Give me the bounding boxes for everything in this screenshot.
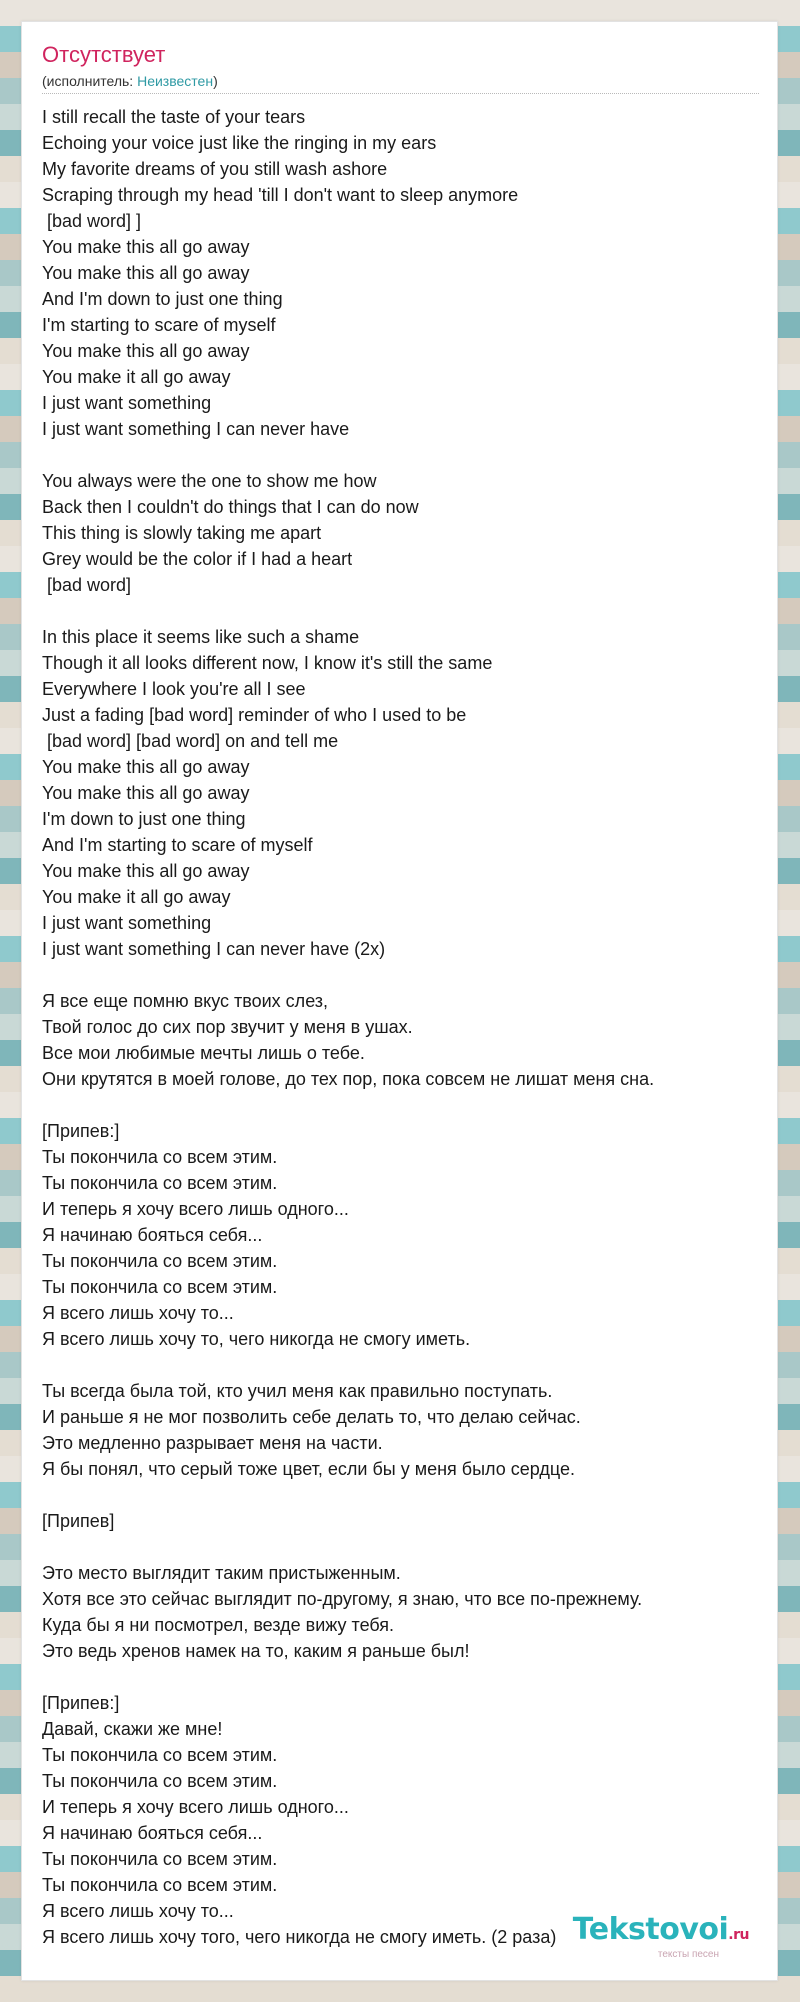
lyric-line: [Припев:] xyxy=(42,1121,120,1141)
logo-name: Tekstovoi xyxy=(572,1912,729,1947)
lyric-line: You make it all go away xyxy=(42,367,231,387)
lyric-line: You make this all go away xyxy=(42,861,250,881)
lyric-line: Я всего лишь хочу того, чего никогда не смогу иметь. (2 раза) xyxy=(42,1927,557,1947)
lyric-line: This thing is slowly taking me apart xyxy=(42,523,322,543)
lyric-line: I'm down to just one thing xyxy=(42,809,246,829)
lyric-line xyxy=(42,1352,762,1378)
lyric-line xyxy=(42,1534,762,1560)
lyric-line: Though it all looks different now, I know it's still the same xyxy=(42,653,493,673)
lyric-line: Ты покончила со всем этим. xyxy=(42,1147,278,1167)
song-title: Отсутствует xyxy=(42,42,166,67)
lyric-line: I still recall the taste of your tears xyxy=(42,107,306,127)
lyric-line: Ты покончила со всем этим. xyxy=(42,1875,278,1895)
lyric-line xyxy=(42,962,762,988)
artist-link[interactable]: Неизвестен xyxy=(137,73,214,89)
lyric-line: Back then I couldn't do things that I can do now xyxy=(42,497,419,517)
lyric-line: Everywhere I look you're all I see xyxy=(42,679,306,699)
lyric-line: Я всего лишь хочу то... xyxy=(42,1303,234,1323)
lyric-line: И теперь я хочу всего лишь одного... xyxy=(42,1199,349,1219)
lyric-line: Это ведь хренов намек на то, каким я раньше был! xyxy=(42,1641,470,1661)
lyric-line xyxy=(42,1482,762,1508)
lyric-line: [Припев:] xyxy=(42,1693,120,1713)
lyric-line: И раньше я не мог позволить себе делать то, что делаю сейчас. xyxy=(42,1407,581,1427)
lyrics-card xyxy=(21,21,778,1981)
artist-line xyxy=(42,73,218,89)
lyric-line: Ты покончила со всем этим. xyxy=(42,1173,278,1193)
logo-tagline: тексты песен xyxy=(657,1949,719,1960)
title-divider xyxy=(42,93,759,94)
lyric-line: My favorite dreams of you still wash ashore xyxy=(42,159,388,179)
lyric-line xyxy=(42,598,762,624)
lyric-line: Grey would be the color if I had a heart xyxy=(42,549,353,569)
lyric-line: [bad word] xyxy=(42,575,132,595)
lyric-line: Это место выглядит таким пристыженным. xyxy=(42,1563,401,1583)
lyric-line: I just want something xyxy=(42,393,212,413)
lyrics-text xyxy=(42,104,762,1950)
lyric-line: Just a fading [bad word] reminder of who I used to be xyxy=(42,705,467,725)
lyric-line: You make this all go away xyxy=(42,263,250,283)
lyric-line: You make it all go away xyxy=(42,887,231,907)
lyric-line: [Припев] xyxy=(42,1511,115,1531)
lyric-line: You make this all go away xyxy=(42,341,250,361)
lyric-line: Я начинаю бояться себя... xyxy=(42,1823,263,1843)
logo-domain: .ru xyxy=(728,1927,749,1943)
lyric-line: Куда бы я ни посмотрел, везде вижу тебя. xyxy=(42,1615,395,1635)
lyric-line: You make this all go away xyxy=(42,757,250,777)
lyric-line: [bad word] [bad word] on and tell me xyxy=(42,731,339,751)
lyric-line: You always were the one to show me how xyxy=(42,471,377,491)
lyric-line: And I'm down to just one thing xyxy=(42,289,283,309)
artist-suffix: ) xyxy=(213,73,218,89)
lyric-line: Scraping through my head 'till I don't want to sleep anymore xyxy=(42,185,519,205)
lyric-line: In this place it seems like such a shame xyxy=(42,627,360,647)
lyric-line: Я все еще помню вкус твоих слез, xyxy=(42,991,329,1011)
lyric-line: [bad word] ] xyxy=(42,211,142,231)
lyric-line: I just want something xyxy=(42,913,212,933)
lyric-line: Ты покончила со всем этим. xyxy=(42,1745,278,1765)
lyric-line: Ты всегда была той, кто учил меня как правильно поступать. xyxy=(42,1381,553,1401)
lyric-line: Они крутятся в моей голове, до тех пор, пока совсем не лишат меня сна. xyxy=(42,1069,655,1089)
artist-prefix: (исполнитель: xyxy=(42,73,138,89)
lyric-line xyxy=(42,1664,762,1690)
lyric-line: Ты покончила со всем этим. xyxy=(42,1771,278,1791)
lyric-line: И теперь я хочу всего лишь одного... xyxy=(42,1797,349,1817)
lyric-line: Echoing your voice just like the ringing in my ears xyxy=(42,133,437,153)
lyric-line: You make this all go away xyxy=(42,237,250,257)
site-logo[interactable] xyxy=(573,1914,749,1960)
lyric-line: Давай, скажи же мне! xyxy=(42,1719,223,1739)
lyric-line: Я всего лишь хочу то, чего никогда не смогу иметь. xyxy=(42,1329,471,1349)
lyric-line: I just want something I can never have xyxy=(42,419,350,439)
lyric-line: Ты покончила со всем этим. xyxy=(42,1849,278,1869)
lyric-line: Все мои любимые мечты лишь о тебе. xyxy=(42,1043,365,1063)
lyric-line: Хотя все это сейчас выглядит по-другому, я знаю, что все по-прежнему. xyxy=(42,1589,643,1609)
lyric-line: Я всего лишь хочу то... xyxy=(42,1901,234,1921)
lyric-line: Я бы понял, что серый тоже цвет, если бы у меня было сердце. xyxy=(42,1459,575,1479)
lyric-line: And I'm starting to scare of myself xyxy=(42,835,313,855)
lyric-line: I just want something I can never have (2x) xyxy=(42,939,386,959)
lyric-line: I'm starting to scare of myself xyxy=(42,315,276,335)
lyric-line: Твой голос до сих пор звучит у меня в ушах. xyxy=(42,1017,413,1037)
lyric-line: Это медленно разрывает меня на части. xyxy=(42,1433,383,1453)
lyric-line: Ты покончила со всем этим. xyxy=(42,1251,278,1271)
lyric-line: Я начинаю бояться себя... xyxy=(42,1225,263,1245)
lyric-line xyxy=(42,442,762,468)
lyric-line: You make this all go away xyxy=(42,783,250,803)
lyric-line: Ты покончила со всем этим. xyxy=(42,1277,278,1297)
lyric-line xyxy=(42,1092,762,1118)
